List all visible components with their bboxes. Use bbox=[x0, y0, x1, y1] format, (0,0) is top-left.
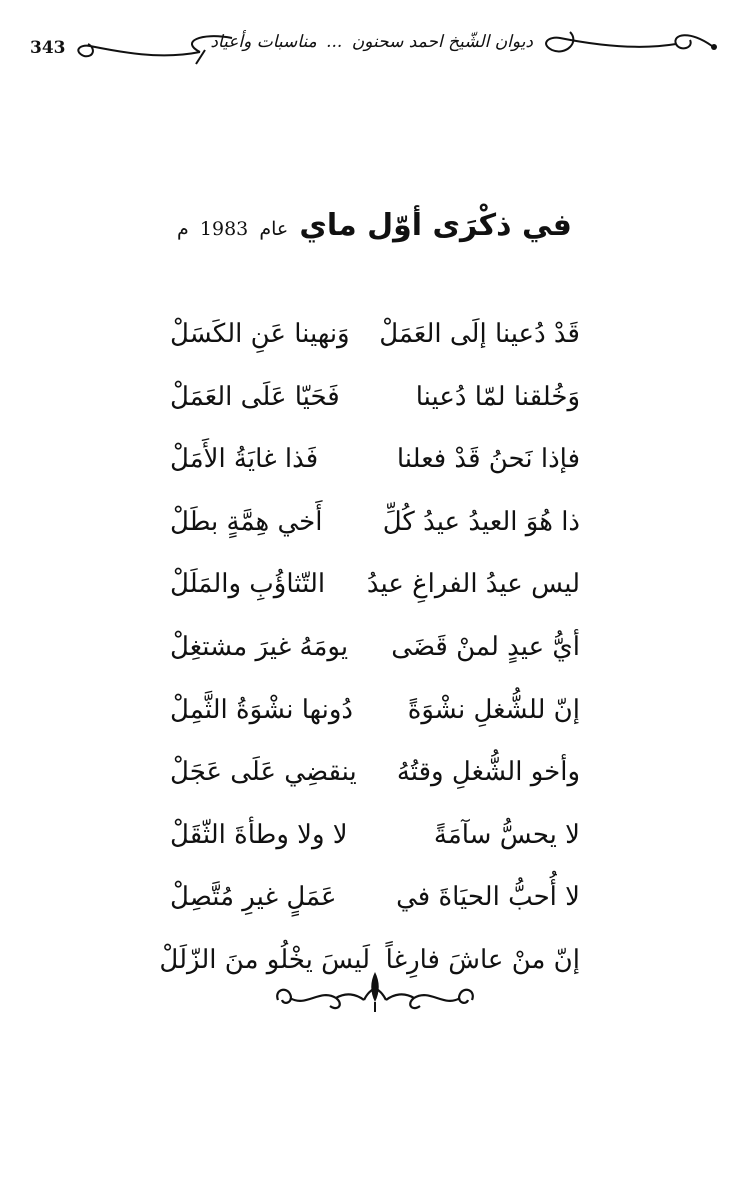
ornament-divider-decoration bbox=[270, 968, 480, 1028]
verse-first-hemistich: قَدْ دُعينا إلَى العَمَلْ bbox=[379, 319, 580, 349]
page-number: 343 bbox=[30, 38, 66, 58]
verse-second-hemistich: أَخي هِمَّةٍ بطَلْ bbox=[170, 506, 323, 537]
verse-first-hemistich: لا أُحبُّ الحيَاةَ في bbox=[396, 882, 580, 913]
verse bbox=[170, 879, 580, 942]
verse-second-hemistich: فَحَيّا عَلَى العَمَلْ bbox=[170, 381, 340, 412]
poem-title-block bbox=[0, 208, 749, 243]
verse bbox=[170, 692, 580, 755]
section-title: مناسبات وأعياد bbox=[210, 32, 317, 52]
verse-first-hemistich: لا يحسُّ سآمَةً bbox=[433, 819, 580, 850]
verse-first-hemistich: وأخو الشُّغلِ وقتُهُ bbox=[396, 757, 580, 788]
verse-second-hemistich: دُونها نشْوَةُ الثَّمِلْ bbox=[170, 694, 354, 725]
verse bbox=[170, 629, 580, 692]
book-title: ديوان الشّيخ احمد سحنون bbox=[351, 32, 533, 52]
poem-title-year: 1983 bbox=[199, 218, 249, 240]
verse-second-hemistich: ينقضِي عَلَى عَجَلْ bbox=[170, 757, 357, 788]
verse-first-hemistich: وَخُلقنا لمّا دُعينا bbox=[415, 381, 580, 412]
running-header bbox=[210, 32, 533, 52]
verse bbox=[170, 504, 580, 567]
verse-second-hemistich: يومَهُ غيرَ مشتغِلْ bbox=[170, 631, 349, 662]
verse-first-hemistich: ذا هُوَ العيدُ عيدُ كُلِّ bbox=[382, 506, 580, 537]
verse bbox=[170, 754, 580, 817]
header-separator: ... bbox=[326, 32, 343, 52]
verse-first-hemistich: ليس عيدُ الفراغِ عيدُ bbox=[366, 569, 580, 600]
verse-second-hemistich: لا ولا وطأةَ الثّقَلْ bbox=[170, 819, 348, 850]
poem-title-era: م bbox=[177, 218, 189, 240]
verse bbox=[170, 316, 580, 379]
poem-body bbox=[159, 316, 580, 1005]
verse-first-hemistich: فإذا نَحنُ قَدْ فعلنا bbox=[396, 444, 580, 475]
verse-second-hemistich: وَنهينا عَنِ الكَسَلْ bbox=[170, 319, 350, 349]
page-header bbox=[0, 22, 749, 72]
verse bbox=[170, 566, 580, 629]
poem-title: في ذكْرَى أوّل ماي bbox=[299, 208, 572, 243]
verse-second-hemistich: فَذا غايَةُ الأَمَلْ bbox=[170, 444, 319, 475]
verse bbox=[170, 441, 580, 504]
poem-title-year-label: عام bbox=[259, 218, 289, 240]
verse-second-hemistich: عَمَلٍ غيرِ مُتَّصِلْ bbox=[170, 882, 337, 913]
verse-first-hemistich: أيُّ عيدٍ لمنْ قَضَى bbox=[391, 631, 580, 662]
verse bbox=[170, 817, 580, 880]
verse-second-hemistich: لَيسَ يخْلُو منَ الزّلَلْ bbox=[159, 944, 370, 975]
verse-first-hemistich: إنّ للشُّغلِ نشْوَةً bbox=[407, 694, 580, 725]
verse bbox=[170, 379, 580, 442]
verse-first-hemistich: إنّ منْ عاشَ فارِغاً bbox=[385, 944, 580, 975]
verse-second-hemistich: التّثاؤُبِ والمَلَلْ bbox=[170, 569, 326, 600]
